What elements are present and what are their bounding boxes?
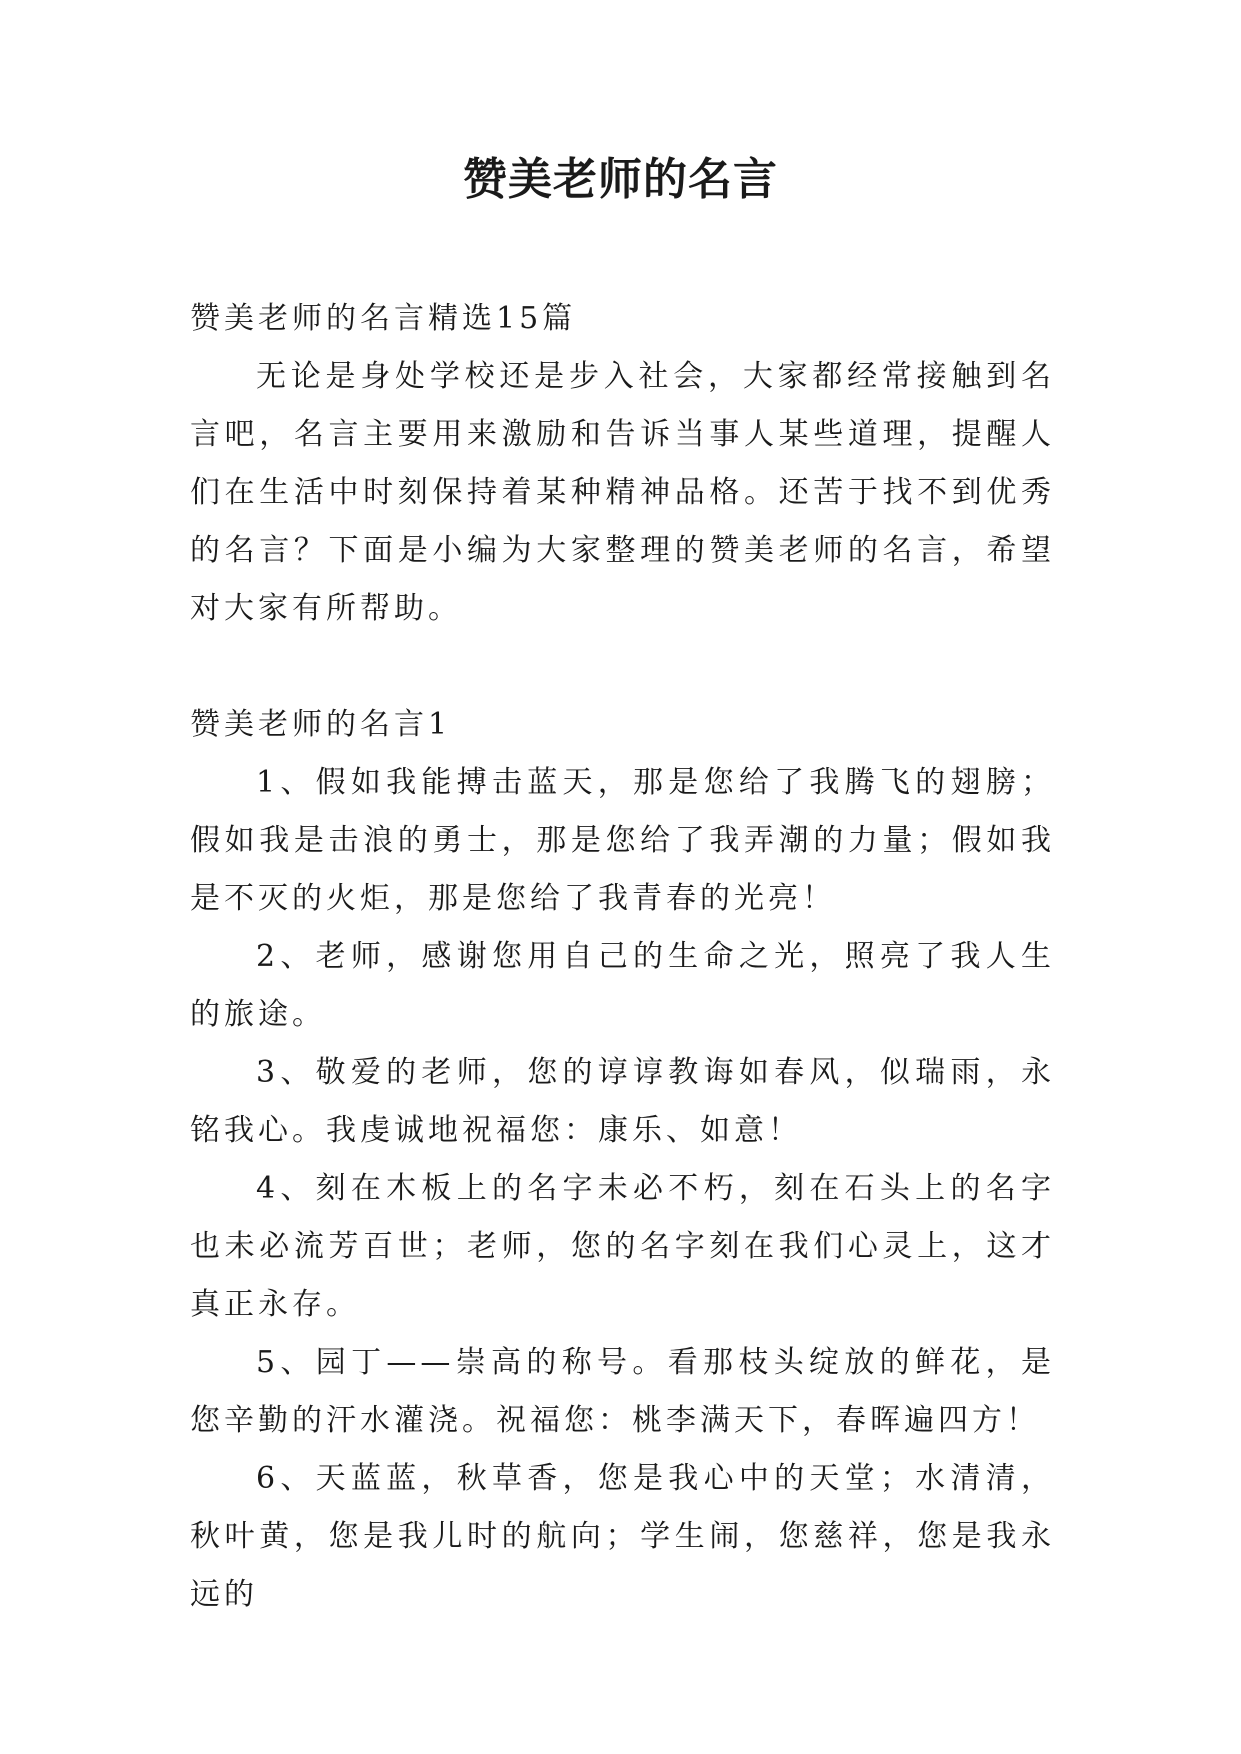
quote-paragraph: 1、假如我能搏击蓝天，那是您给了我腾飞的翅膀；假如我是击浪的勇士，那是您给了我弄潮的力量；假如我是不灭的火炬，那是您给了我青春的光亮！ <box>190 765 1055 916</box>
quote-paragraph: 6、天蓝蓝，秋草香，您是我心中的天堂；水清清，秋叶黄，您是我儿时的航向；学生闹，您慈祥，您是我永远的 <box>190 1461 1055 1612</box>
document-subtitle: 赞美老师的名言精选15篇 <box>190 301 577 336</box>
section-spacer <box>190 638 1055 696</box>
quote-paragraph: 5、园丁——崇高的称号。看那枝头绽放的鲜花，是您辛勤的汗水灌浇。祝福您：桃李满天下，春晖遍四方！ <box>190 1345 1055 1438</box>
document-body <box>190 290 1055 1624</box>
intro-paragraph: 无论是身处学校还是步入社会，大家都经常接触到名言吧，名言主要用来激励和告诉当事人某些道理，提醒人们在生活中时刻保持着某种精神品格。还苦于找不到优秀的名言？下面是小编为大家整理的赞美老师的名言，希望对大家有所帮助。 <box>190 359 1055 626</box>
quote-paragraph: 3、敬爱的老师，您的谆谆教诲如春风，似瑞雨，永铭我心。我虔诚地祝福您：康乐、如意！ <box>190 1055 1055 1148</box>
section-heading: 赞美老师的名言1 <box>190 707 452 742</box>
document-title: 赞美老师的名言 <box>463 154 778 205</box>
quote-paragraph: 2、老师，感谢您用自己的生命之光，照亮了我人生的旅途。 <box>190 939 1055 1032</box>
quote-paragraph: 4、刻在木板上的名字未必不朽，刻在石头上的名字也未必流芳百世；老师，您的名字刻在我们心灵上，这才真正永存。 <box>190 1171 1055 1322</box>
